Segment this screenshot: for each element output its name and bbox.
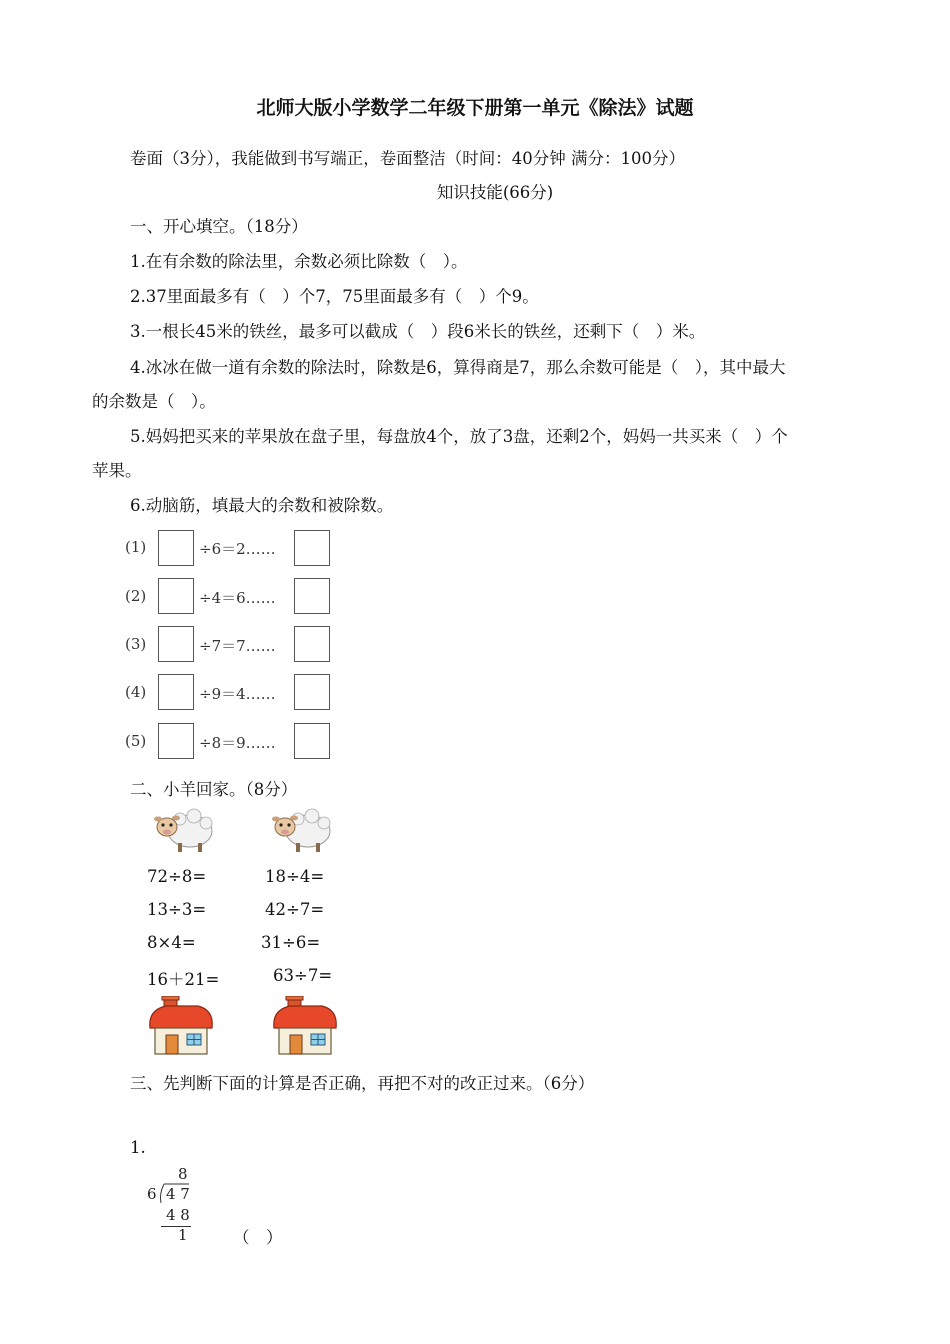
expression-left-3: 8×4= xyxy=(147,933,196,952)
expression-right-2: 42÷7= xyxy=(265,900,325,919)
house-icon xyxy=(146,996,216,1056)
fill-row-label: (2) xyxy=(125,587,147,605)
dividend-box[interactable] xyxy=(158,530,194,566)
division-product: 4 8 xyxy=(166,1206,190,1224)
fill-row-label: (4) xyxy=(125,683,147,701)
fill-row-expression: ÷8＝9…… xyxy=(199,734,276,752)
division-quotient: 8 xyxy=(178,1165,188,1183)
question-2: 2.37里面最多有（ ）个7，75里面最多有（ ）个9。 xyxy=(130,287,539,306)
remainder-box[interactable] xyxy=(294,723,330,759)
remainder-box[interactable] xyxy=(294,578,330,614)
expression-left-1: 72÷8= xyxy=(147,867,207,886)
question-6: 6.动脑筋，填最大的余数和被除数。 xyxy=(130,496,394,515)
page-title: 北师大版小学数学二年级下册第一单元《除法》试题 xyxy=(256,97,694,119)
item-number: 1. xyxy=(130,1138,146,1157)
part2-heading: 二、小羊回家。（8分） xyxy=(130,780,298,799)
sheep-icon xyxy=(268,805,334,855)
expression-right-4: 63÷7= xyxy=(273,966,333,985)
expression-left-4: 16＋21= xyxy=(147,970,220,989)
fill-row-label: (5) xyxy=(125,732,147,750)
expression-left-2: 13÷3= xyxy=(147,900,207,919)
question-4-line1: 4.冰冰在做一道有余数的除法时，除数是6，算得商是7，那么余数可能是（ ），其中最大 xyxy=(130,358,786,377)
house-icon xyxy=(270,996,340,1056)
sheep-icon xyxy=(150,805,216,855)
question-5-line1: 5.妈妈把买来的苹果放在盘子里，每盘放4个，放了3盘，还剩2个，妈妈一共买来（ ）个 xyxy=(130,427,788,446)
part3-heading: 三、先判断下面的计算是否正确，再把不对的改正过来。（6分） xyxy=(130,1074,595,1093)
answer-parenthesis[interactable]: （ ） xyxy=(233,1228,283,1247)
dividend-box[interactable] xyxy=(158,723,194,759)
fill-row-expression: ÷7＝7…… xyxy=(199,637,276,655)
fill-row-label: (1) xyxy=(125,538,147,556)
expression-right-1: 18÷4= xyxy=(265,867,325,886)
division-dividend: 4 7 xyxy=(166,1185,190,1203)
fill-row-label: (3) xyxy=(125,635,147,653)
fill-row-expression: ÷9＝4…… xyxy=(199,685,276,703)
part1-heading: 一、开心填空。（18分） xyxy=(130,217,308,236)
dividend-box[interactable] xyxy=(158,578,194,614)
question-5-line2: 苹果。 xyxy=(92,461,142,480)
question-1: 1.在有余数的除法里，余数必须比除数（ ）。 xyxy=(130,252,468,271)
expression-right-3: 31÷6= xyxy=(261,933,321,952)
dividend-box[interactable] xyxy=(158,626,194,662)
question-3: 3.一根长45米的铁丝，最多可以截成（ ）段6米长的铁丝，还剩下（ ）米。 xyxy=(130,322,706,341)
dividend-box[interactable] xyxy=(158,674,194,710)
question-4-line2: 的余数是（ ）。 xyxy=(92,392,216,411)
division-remainder: 1 xyxy=(178,1226,188,1244)
intro-text: 卷面（3分），我能做到书写端正，卷面整洁（时间：40分钟 满分：100分） xyxy=(130,149,685,168)
remainder-box[interactable] xyxy=(294,530,330,566)
division-divisor: 6 xyxy=(147,1185,157,1203)
fill-row-expression: ÷6＝2…… xyxy=(199,540,276,558)
remainder-box[interactable] xyxy=(294,674,330,710)
remainder-box[interactable] xyxy=(294,626,330,662)
fill-row-expression: ÷4＝6…… xyxy=(199,589,276,607)
section-label: 知识技能(66分) xyxy=(436,183,554,202)
